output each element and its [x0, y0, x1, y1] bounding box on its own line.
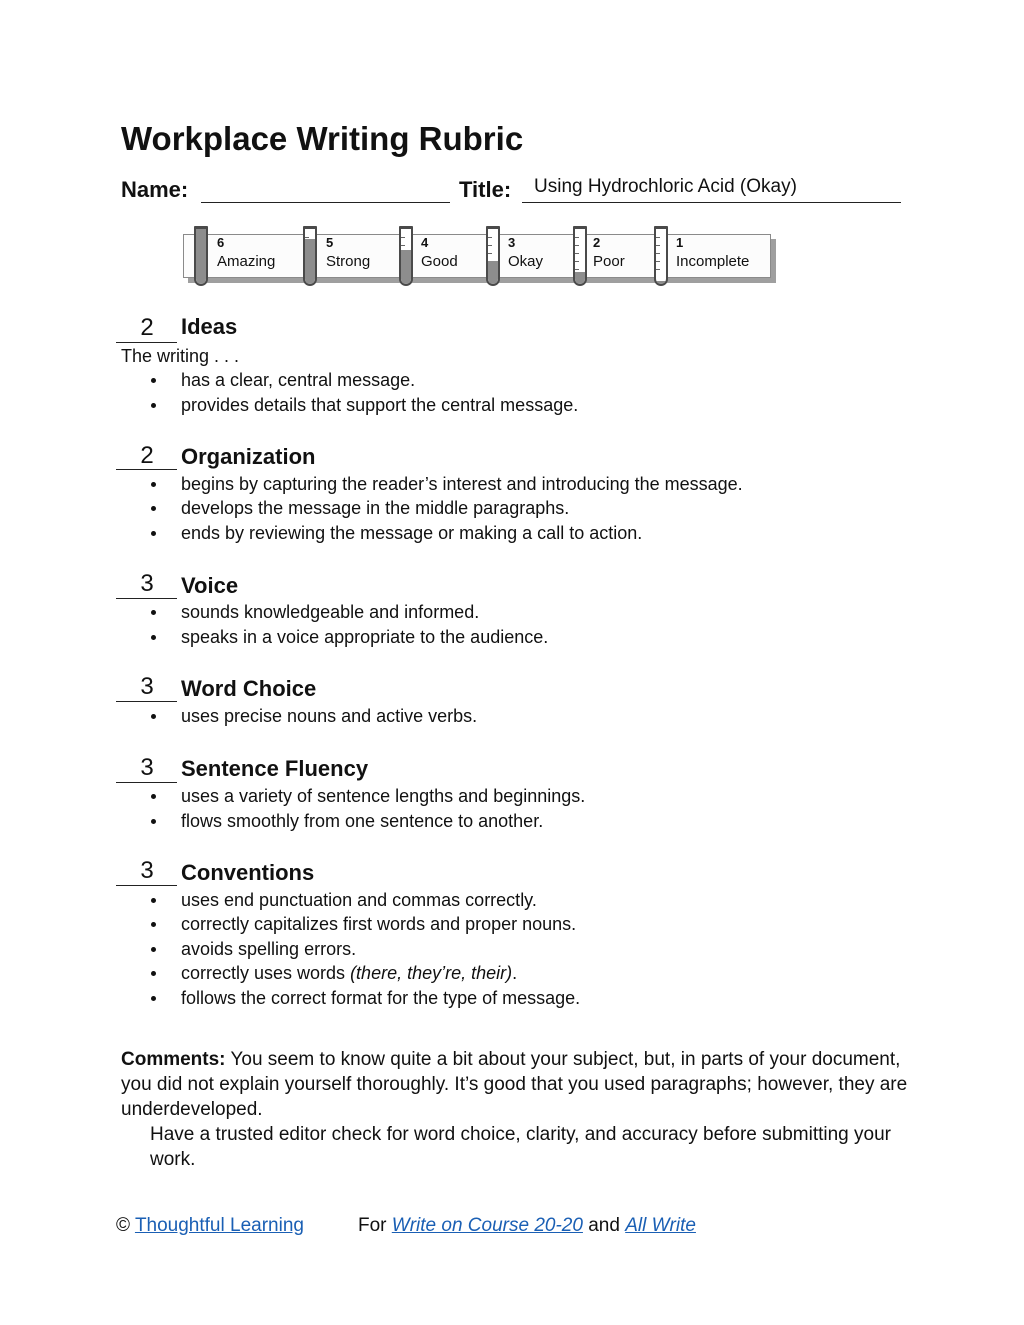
- list-item: uses a variety of sentence lengths and beginnings.: [181, 786, 586, 806]
- scale-level-name: Poor: [593, 253, 625, 270]
- score-voice: 3: [140, 570, 154, 597]
- list-item: develops the message in the middle paragraphs.: [181, 498, 570, 518]
- list-item-suffix: .: [512, 963, 518, 983]
- score-line: [116, 885, 177, 886]
- test-tube-icon: [654, 226, 668, 286]
- copyright-symbol: ©: [116, 1215, 130, 1236]
- list-item: has a clear, central message.: [181, 370, 416, 390]
- tube-tick: [488, 245, 492, 246]
- comments-paragraph-2: Have a trusted editor check for word choice, clarity, and accuracy before submitting your work.: [150, 1124, 891, 1170]
- tube-tick: [656, 237, 660, 238]
- comments-label: Comments:: [121, 1049, 226, 1070]
- tube-tick: [656, 253, 660, 254]
- title-underline: [522, 202, 901, 203]
- tube-tick: [488, 253, 492, 254]
- scale-level-number: 5: [326, 235, 334, 250]
- tube-tick: [401, 245, 405, 246]
- bullet-icon: [151, 794, 156, 799]
- test-tube-icon: [194, 226, 208, 286]
- footer-copyright: [116, 1213, 304, 1239]
- bullet-icon: [151, 996, 156, 1001]
- scale-level-number: 2: [593, 235, 601, 250]
- publisher-link[interactable]: Thoughtful Learning: [134, 1215, 304, 1236]
- tube-tick: [575, 269, 579, 270]
- score-line: [116, 342, 177, 343]
- trait-heading-ideas: Ideas: [181, 314, 238, 339]
- scale-level-name: Strong: [326, 253, 371, 270]
- scale-level-number: 6: [217, 235, 225, 250]
- bullet-icon: [151, 947, 156, 952]
- book-link-all-write[interactable]: All Write: [625, 1215, 696, 1236]
- score-word-choice: 3: [140, 673, 154, 700]
- footer-for-text: For: [358, 1215, 387, 1236]
- list-item: begins by capturing the reader’s interest and introducing the message.: [181, 474, 743, 494]
- trait-heading-sentence-fluency: Sentence Fluency: [181, 756, 369, 781]
- book-link-write-on-course[interactable]: Write on Course 20-20: [391, 1215, 583, 1236]
- score-line: [116, 598, 177, 599]
- page-title: Workplace Writing Rubric: [121, 120, 524, 157]
- test-tube-icon: [573, 226, 587, 286]
- bullet-icon: [151, 971, 156, 976]
- scale-level-name: Okay: [508, 253, 544, 270]
- list-item: correctly capitalizes first words and proper nouns.: [181, 914, 577, 934]
- scale-level-name: Amazing: [217, 253, 276, 270]
- bullet-icon: [151, 506, 156, 511]
- scale-level-number: 1: [676, 235, 684, 250]
- tube-fill: [488, 261, 498, 284]
- test-tube-icon: [303, 226, 317, 286]
- tube-tick: [401, 237, 405, 238]
- tube-tick: [488, 237, 492, 238]
- list-item: speaks in a voice appropriate to the audience.: [181, 627, 549, 647]
- score-organization: 2: [140, 442, 154, 469]
- tube-tick: [656, 269, 660, 270]
- list-item: ends by reviewing the message or making a call to action.: [181, 523, 643, 543]
- bullet-icon: [151, 378, 156, 383]
- test-tube-icon: [486, 226, 500, 286]
- tube-fill: [305, 239, 315, 284]
- title-label: Title:: [459, 177, 512, 202]
- list-item-prefix: correctly uses words: [181, 963, 351, 983]
- bullet-icon: [151, 714, 156, 719]
- bullet-icon: [151, 403, 156, 408]
- list-item-example-words: (there, they’re, their): [350, 963, 513, 983]
- comments-section: [121, 1047, 911, 1172]
- tube-tick: [656, 245, 660, 246]
- list-item: flows smoothly from one sentence to another.: [181, 811, 544, 831]
- name-label: Name:: [121, 177, 189, 202]
- bullet-icon: [151, 898, 156, 903]
- list-item: provides details that support the central message.: [181, 395, 579, 415]
- trait-heading-word-choice: Word Choice: [181, 676, 317, 701]
- tube-tick: [656, 261, 660, 262]
- footer-and-text: and: [588, 1215, 620, 1236]
- tube-tick: [575, 237, 579, 238]
- score-line: [116, 701, 177, 702]
- tube-fill: [196, 229, 206, 284]
- bullet-icon: [151, 922, 156, 927]
- tube-tick: [575, 245, 579, 246]
- intro-text: The writing . . .: [121, 346, 240, 366]
- comments-text-1: You seem to know quite a bit about your subject, but, in parts of your document, you did not explain yourself thoroughly. It’s good that you used paragraphs; however, they are underdeveloped.: [121, 1049, 908, 1120]
- bullet-icon: [151, 819, 156, 824]
- score-line: [116, 782, 177, 783]
- list-item: uses precise nouns and active verbs.: [181, 706, 478, 726]
- comments-paragraph-1: [121, 1047, 911, 1122]
- scale-level-name: Good: [421, 253, 458, 270]
- trait-heading-conventions: Conventions: [181, 860, 315, 885]
- scale-level-number: 4: [421, 235, 429, 250]
- scale-level-name: Incomplete: [676, 253, 750, 270]
- score-line: [116, 469, 177, 470]
- trait-heading-voice: Voice: [181, 573, 239, 598]
- list-item: sounds knowledgeable and informed.: [181, 602, 480, 622]
- bullet-icon: [151, 482, 156, 487]
- tube-fill: [401, 250, 411, 284]
- bullet-icon: [151, 610, 156, 615]
- tube-tick: [305, 237, 309, 238]
- footer-books: [358, 1213, 696, 1239]
- list-item: avoids spelling errors.: [181, 939, 357, 959]
- score-sentence-fluency: 3: [140, 754, 154, 781]
- bullet-icon: [151, 531, 156, 536]
- tube-fill: [575, 272, 585, 284]
- list-item: uses end punctuation and commas correctly.: [181, 890, 537, 910]
- tube-fill: [656, 281, 666, 284]
- bullet-icon: [151, 635, 156, 640]
- test-tube-icon: [399, 226, 413, 286]
- list-item: [181, 962, 517, 984]
- list-item: follows the correct format for the type of message.: [181, 988, 581, 1008]
- title-value: Using Hydrochloric Acid (Okay): [534, 176, 797, 197]
- score-conventions: 3: [140, 857, 154, 884]
- name-underline: [201, 202, 450, 203]
- tube-tick: [575, 261, 579, 262]
- scale-level-number: 3: [508, 235, 516, 250]
- tube-tick: [575, 253, 579, 254]
- scoring-scale: [181, 226, 779, 290]
- score-ideas: 2: [140, 314, 154, 341]
- trait-heading-organization: Organization: [181, 444, 316, 469]
